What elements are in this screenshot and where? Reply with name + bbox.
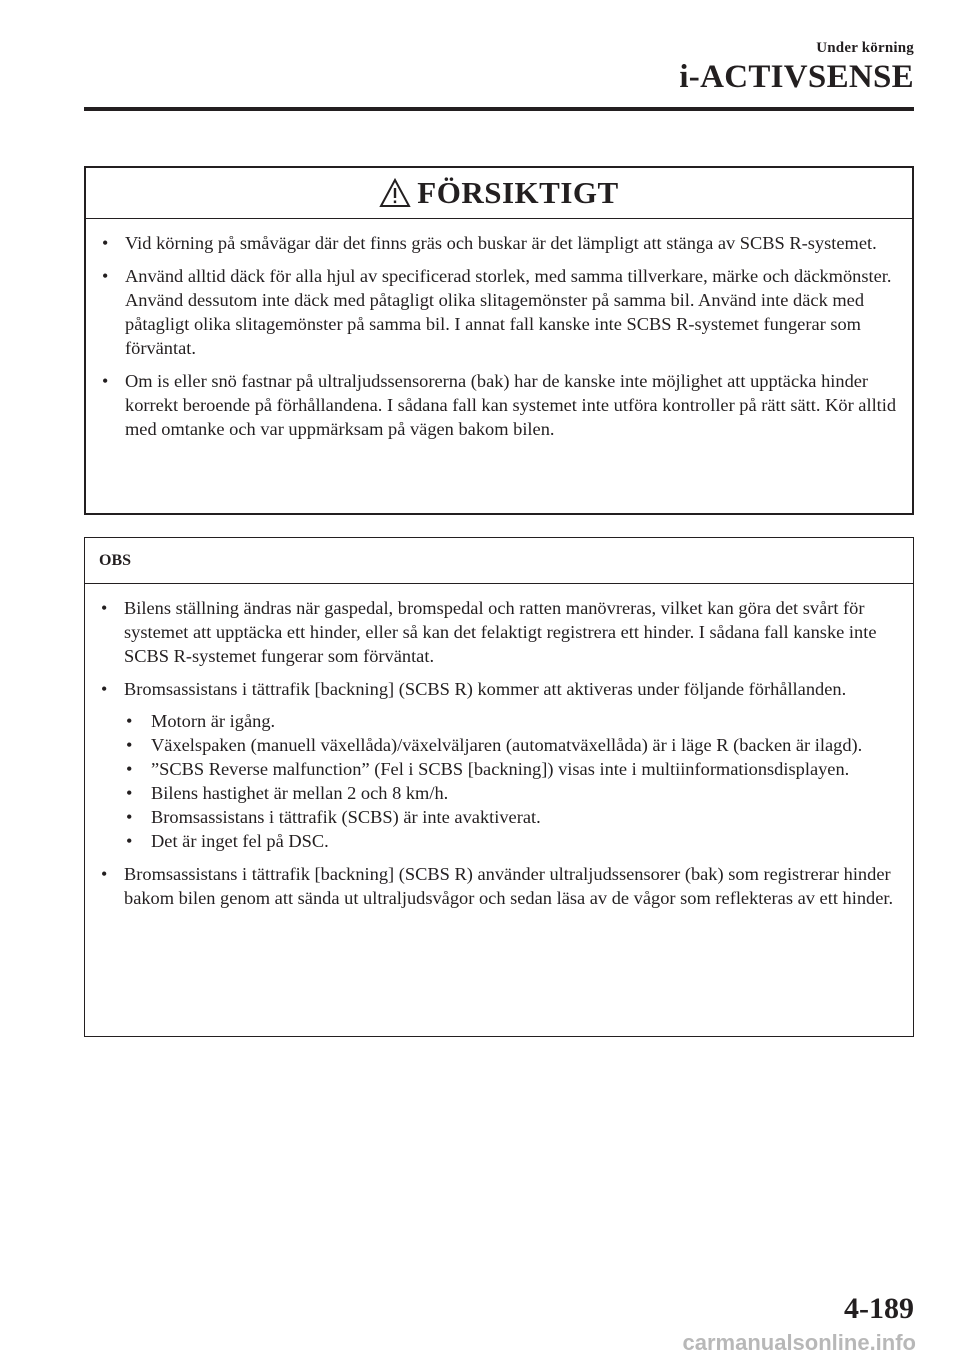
condition-item [124, 733, 899, 757]
section-label: Under körning [816, 40, 914, 56]
condition-text: Växelspaken (manuell växellåda)/växelväljaren (automatväxellåda) är i läge R (backen är ilagd). [151, 735, 863, 755]
list-item [86, 231, 898, 255]
condition-item [124, 757, 899, 781]
page-number: 4-189 [844, 1292, 914, 1325]
condition-item [124, 781, 899, 805]
bullet-icon: • [101, 679, 108, 699]
note-list [85, 584, 913, 910]
condition-item [124, 829, 899, 853]
caution-heading [86, 168, 912, 219]
note-box [84, 537, 914, 1037]
bullet-icon: • [126, 831, 133, 851]
condition-text: Bromsassistans i tättrafik (SCBS) är inte avaktiverat. [151, 807, 541, 827]
caution-box [84, 166, 914, 515]
condition-item [124, 709, 899, 733]
caution-title: FÖRSIKTIGT [417, 175, 619, 210]
note-item-text: Bilens ställning ändras när gaspedal, bromspedal och ratten manövreras, vilket kan göra det svårt för systemet att upptäcka ett hinder, eller så kan det felaktigt registrera ett hinder. I sådana fall kanske inte SCBS R-systemet fungerar som förväntat. [124, 598, 877, 666]
list-item [86, 369, 898, 441]
condition-text: ”SCBS Reverse malfunction” (Fel i SCBS [backning]) visas inte i multiinformationsdisplayen. [151, 759, 850, 779]
caution-item-text: Vid körning på småvägar där det finns gräs och buskar är det lämpligt att stänga av SCBS R-systemet. [125, 233, 877, 253]
note-item-text: Bromsassistans i tättrafik [backning] (SCBS R) kommer att aktiveras under följande förhållanden. [124, 679, 847, 699]
list-item [85, 862, 899, 910]
list-item [86, 264, 898, 360]
warning-triangle-icon [379, 178, 411, 208]
bullet-icon: • [101, 864, 108, 884]
bullet-icon: • [102, 233, 109, 253]
list-item [85, 596, 899, 668]
conditions-list [124, 709, 899, 853]
header-rule [84, 107, 914, 111]
page-header [679, 40, 914, 96]
condition-text: Bilens hastighet är mellan 2 och 8 km/h. [151, 783, 449, 803]
list-item [85, 677, 899, 853]
bullet-icon: • [102, 266, 109, 286]
bullet-icon: • [101, 598, 108, 618]
caution-list [86, 219, 912, 441]
condition-text: Det är inget fel på DSC. [151, 831, 329, 851]
bullet-icon: • [126, 711, 133, 731]
caution-item-text: Om is eller snö fastnar på ultraljudssensorerna (bak) har de kanske inte möjlighet att upptäcka hinder korrekt beroende på förhållandena. I sådana fall kan systemet inte utföra kontroller på rätt sätt. Kör alltid med omtanke och var uppmärksam på vägen bakom bilen. [125, 371, 897, 439]
bullet-icon: • [126, 735, 133, 755]
chapter-title: i-ACTIVSENSE [679, 59, 914, 95]
caution-item-text: Använd alltid däck för alla hjul av specificerad storlek, med samma tillverkare, märke och däckmönster. Använd dessutom inte däck med påtagligt olika slitagemönster på samma bil. Använd inte däck med påtagligt olika slitagemönster på samma bil. I annat fall kanske inte SCBS R-systemet fungerar som förväntat. [125, 266, 892, 358]
bullet-icon: • [102, 371, 109, 391]
condition-item [124, 805, 899, 829]
watermark: carmanualsonline.info [682, 1330, 916, 1355]
bullet-icon: • [126, 807, 133, 827]
bullet-icon: • [126, 759, 133, 779]
condition-text: Motorn är igång. [151, 711, 276, 731]
note-item-text: Bromsassistans i tättrafik [backning] (SCBS R) använder ultraljudssensorer (bak) som registrerar hinder bakom bilen genom att sända ut ultraljudsvågor och sedan läsa av de vågor som reflekteras av ett hinder. [124, 864, 894, 908]
note-heading: OBS [85, 538, 913, 584]
bullet-icon: • [126, 783, 133, 803]
